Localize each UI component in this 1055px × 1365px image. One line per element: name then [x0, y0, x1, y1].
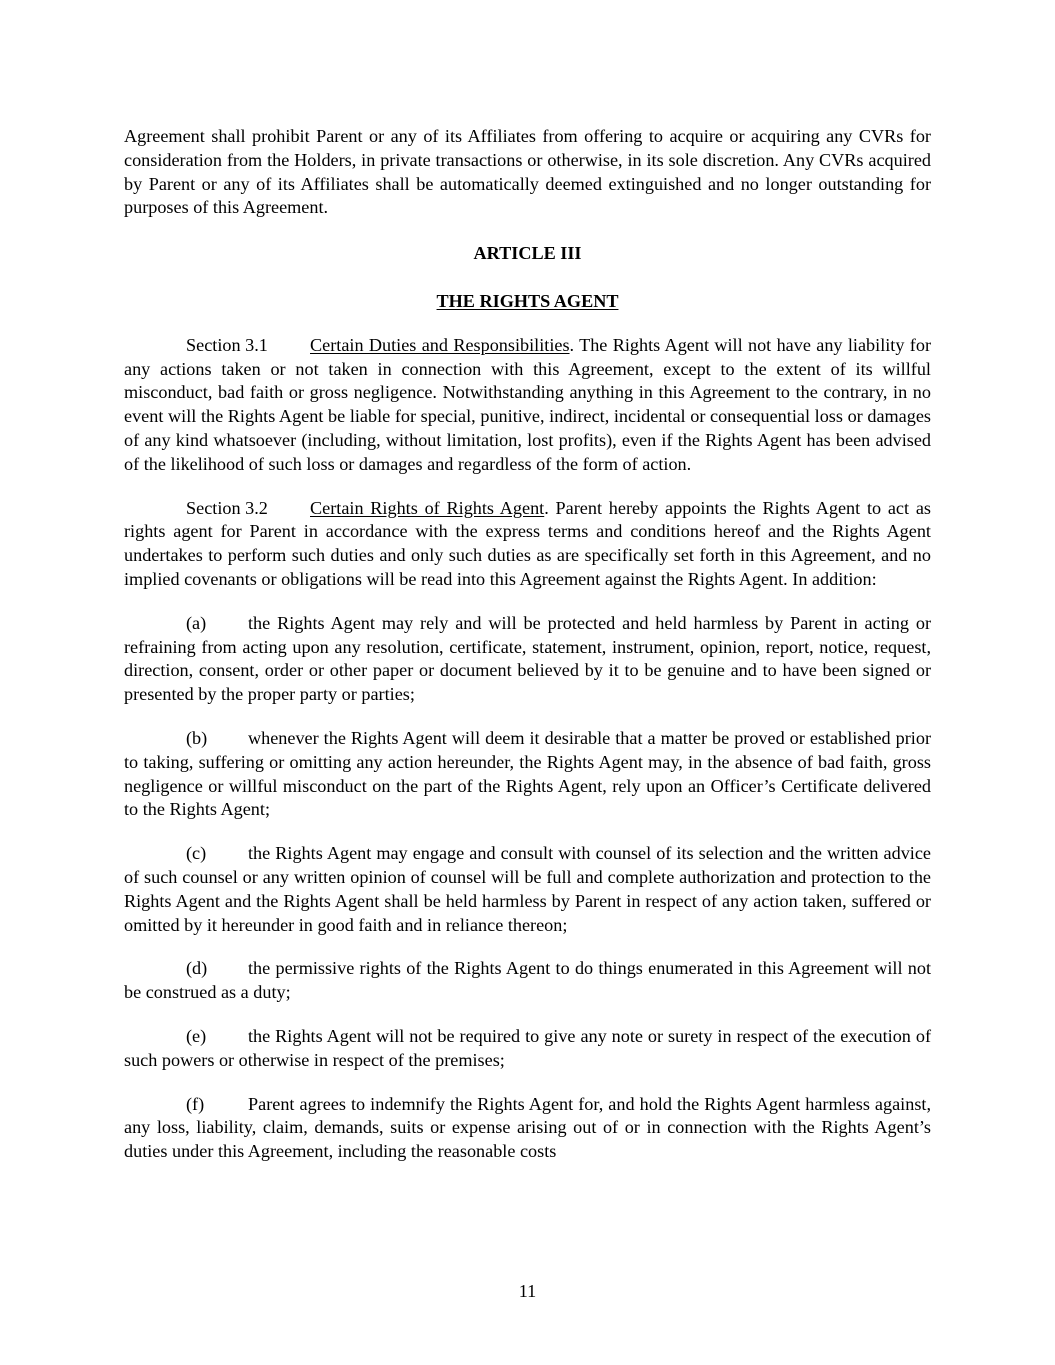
- list-item-d: [124, 957, 931, 1005]
- list-item-a-text: the Rights Agent may rely and will be protected and held harmless by Parent in acting or refraining from acting upon any resolution, certificate, statement, instrument, opinion, report, notice, request, direction, consent, order or other paper or document believed by it to be genuine and to have been signed or presented by the proper party or parties;: [124, 612, 931, 705]
- list-item-a: [124, 612, 931, 707]
- list-item-d-text: the permissive rights of the Rights Agent to do things enumerated in this Agreement will not be construed as a duty;: [124, 958, 931, 1003]
- list-item-d-label: (d): [186, 958, 208, 979]
- document-page: [124, 125, 931, 1164]
- section-3-1: [124, 334, 931, 477]
- article-title: [124, 290, 931, 314]
- section-3-2: [124, 497, 931, 592]
- list-item-f-text: Parent agrees to indemnify the Rights Agent for, and hold the Rights Agent harmless against, any loss, liability, claim, demands, suits or expense arising out of or in connection with the Rights Agent’s duties under this Agreement, including the reasonable costs: [124, 1093, 931, 1162]
- article-number: ARTICLE III: [473, 243, 582, 264]
- section-3-2-title: Certain Rights of Rights Agent: [310, 497, 545, 518]
- list-item-e-label: (e): [186, 1025, 207, 1046]
- list-item-c-text: the Rights Agent may engage and consult with counsel of its selection and the written advice of such counsel or any written opinion of counsel will be full and complete authorization and protection to the Rights Agent and the Rights Agent shall be held harmless by Parent in respect of any action taken, suffered or omitted by it hereunder in good faith and in reliance thereon;: [124, 843, 931, 935]
- page-number: 11: [518, 1281, 537, 1301]
- list-item-b: [124, 727, 931, 822]
- list-item-a-label: (a): [186, 612, 207, 633]
- list-item-c-label: (c): [186, 843, 207, 864]
- section-3-1-number: Section 3.1: [186, 334, 268, 355]
- list-item-f: [124, 1093, 931, 1164]
- list-item-e-text: the Rights Agent will not be required to give any note or surety in respect of the execution of such powers or otherwise in respect of the premises;: [124, 1025, 931, 1070]
- list-item-f-label: (f): [186, 1093, 205, 1114]
- list-item-b-label: (b): [186, 727, 208, 748]
- list-item-b-text: whenever the Rights Agent will deem it desirable that a matter be proved or established prior to taking, suffering or omitting any action hereunder, the Rights Agent may, in the absence of bad faith, gross negligence or willful misconduct on the part of the Rights Agent, rely upon an Officer’s Certificate delivered to the Rights Agent;: [124, 727, 931, 820]
- list-item-c: [124, 842, 931, 937]
- article-title-text: THE RIGHTS AGENT: [436, 290, 619, 311]
- section-3-2-body: . Parent hereby appoints the Rights Agent to act as rights agent for Parent in accordance with the express terms and conditions hereof and the Rights Agent undertakes to perform such duties and only such duties as are specifically set forth in this Agreement, and no implied covenants or obligations will be read into this Agreement against the Rights Agent. In addition:: [124, 497, 931, 589]
- section-3-1-body: . The Rights Agent will not have any liability for any actions taken or not taken in connection with this Agreement, except to the extent of its willful misconduct, bad faith or gross negligence. Notwithstanding anything in this Agreement to the contrary, in no event will the Rights Agent be liable for special, punitive, indirect, incidental or consequential loss or damages of any kind whatsoever (including, without limitation, lost profits), even if the Rights Agent has been advised of the likelihood of such loss or damages and regardless of the form of action.: [124, 334, 932, 474]
- list-item-e: [124, 1025, 931, 1073]
- section-3-1-title: Certain Duties and Responsibilities: [310, 334, 570, 355]
- intro-paragraph: Agreement shall prohibit Parent or any of its Affiliates from offering to acquire or acquiring any CVRs for consideration from the Holders, in private transactions or otherwise, in its sole discretion. Any CVRs acquired by Parent or any of its Affiliates shall be automatically deemed extinguished and no longer outstanding for purposes of this Agreement.: [124, 126, 931, 218]
- section-3-2-number: Section 3.2: [186, 497, 268, 518]
